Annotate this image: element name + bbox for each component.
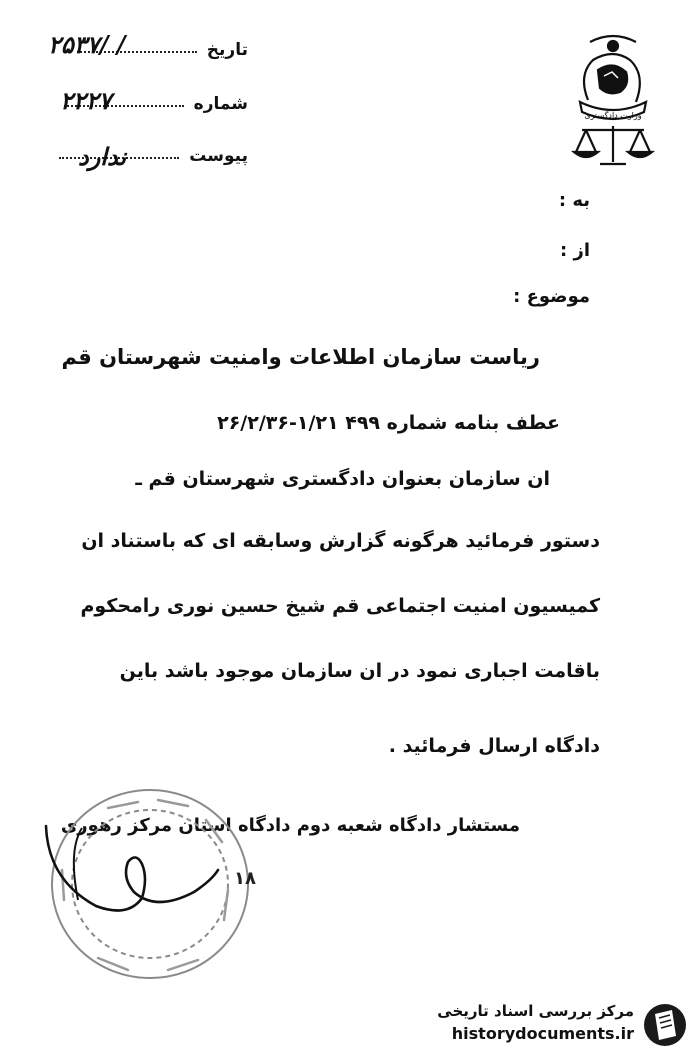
reference-line: عطف بنامه شماره ۴۹۹ ۱/۲۱-۲۶/۲/۳۶: [217, 412, 560, 434]
body-line: دادگاه ارسال فرمائید .: [388, 735, 600, 757]
archive-name: مرکز بررسی اسناد تاریخی: [437, 1002, 634, 1020]
from-label: از :: [560, 240, 590, 261]
archive-footer: [420, 1000, 690, 1050]
stamp-number: ۱۸: [234, 868, 256, 889]
archive-logo-icon: [642, 1002, 688, 1048]
body-line: ان سازمان بعنوان دادگستری شهرستان قم ـ: [135, 468, 550, 490]
recipient-line: ریاست سازمان اطلاعات وامنیت شهرستان قم: [61, 345, 540, 369]
body-line: کمیسیون امنیت اجتماعی قم شیخ حسین نوری رامحکوم: [80, 595, 600, 617]
attachment-value: ندارد: [78, 142, 127, 171]
body-line: باقامت اجباری نمود در ان سازمان موجود باشد باین: [119, 660, 600, 682]
date-value: ۲۵۳۷/ /: [48, 30, 126, 59]
date-label: تاریخ: [206, 40, 248, 60]
attachment-label: پیوست: [189, 146, 248, 166]
archive-website: historydocuments.ir: [451, 1024, 634, 1043]
attachment-field: [48, 142, 248, 171]
to-label: به :: [558, 190, 590, 211]
number-value: ۲۲۲۷: [60, 86, 112, 115]
court-stamp-icon: [38, 780, 258, 990]
number-label: شماره: [193, 94, 248, 114]
justice-emblem-icon: [568, 30, 658, 170]
subject-label: موضوع :: [513, 286, 590, 307]
number-field: [48, 86, 248, 115]
body-line: دستور فرمائید هرگونه گزارش وسابقه ای که باستناد ان: [81, 530, 600, 552]
date-field: [48, 30, 248, 60]
emblem-caption: وزارت دادگستری: [584, 111, 642, 120]
signature-line: مستشار دادگاه شعبه دوم دادگاه استان مرکز رهوری: [60, 815, 520, 836]
